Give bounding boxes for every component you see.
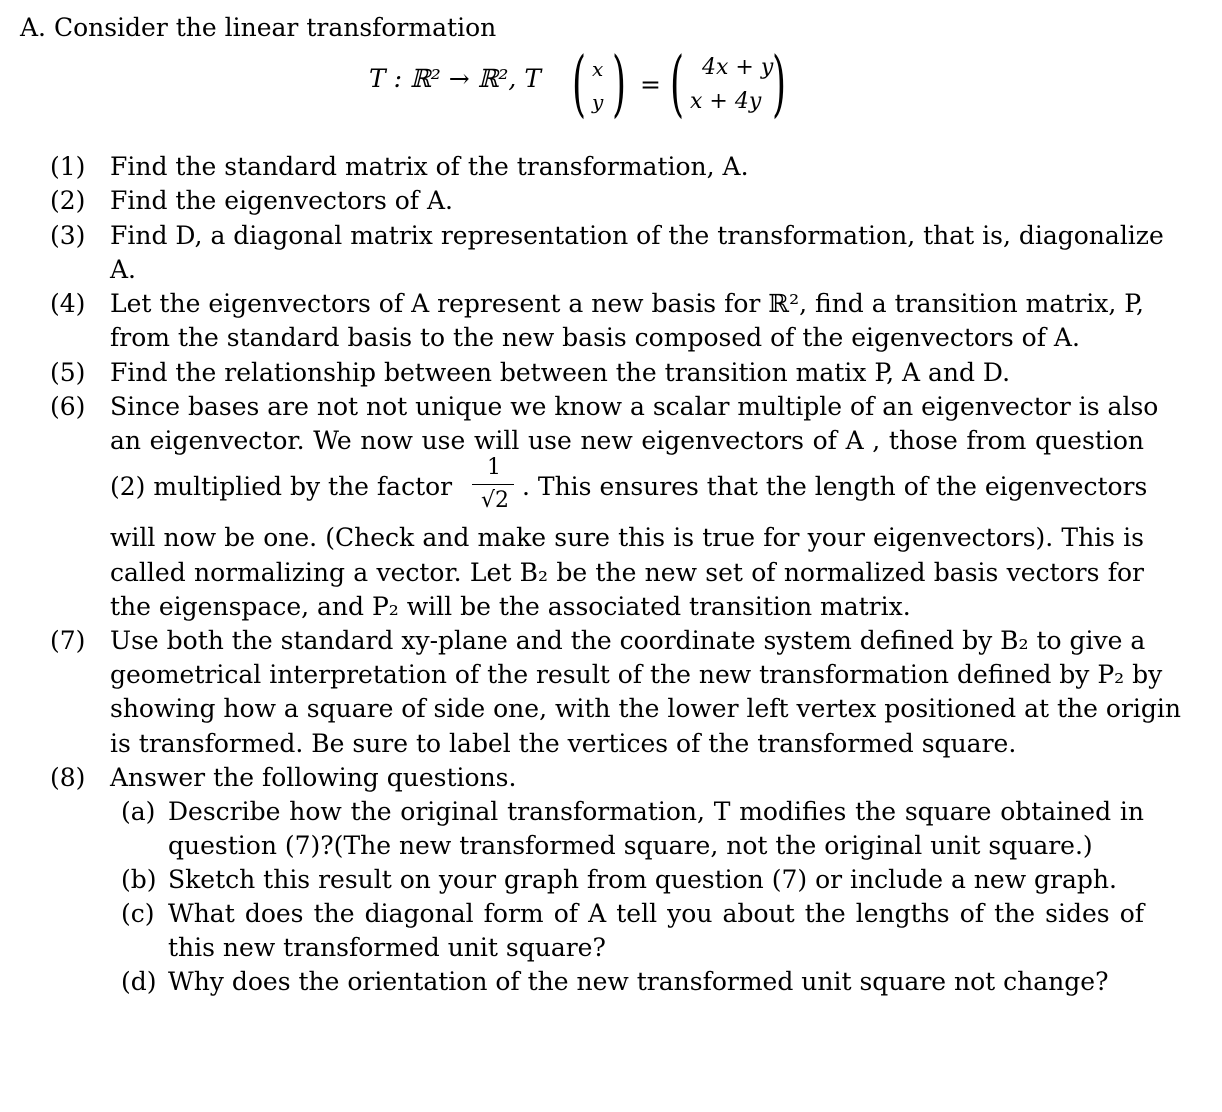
equals-sign: = xyxy=(640,70,661,99)
input-right-paren: ) xyxy=(612,41,627,125)
subitem-a-line-1: Describe how the original transformation, T modifies the square obtained in xyxy=(168,797,1144,826)
item-6-line-6: the eigenspace, and P₂ will be the associated transition matrix. xyxy=(110,592,911,621)
item-6-line-4: will now be one. (Check and make sure this is true for your eigenvectors). This is xyxy=(110,523,1144,552)
input-left-paren: ( xyxy=(572,41,587,125)
item-4-line-2: from the standard basis to the new basis composed of the eigenvectors of A. xyxy=(110,323,1080,352)
subitem-d-line-1: Why does the orientation of the new transformed unit square not change? xyxy=(168,967,1109,996)
item-4-label: (4) xyxy=(50,289,86,318)
subitem-d-label: (d) xyxy=(121,967,157,996)
output-bottom: x + 4y xyxy=(690,89,762,114)
item-3-line-2: A. xyxy=(110,255,137,284)
item-2-label: (2) xyxy=(50,186,86,215)
subitem-a-label: (a) xyxy=(121,797,156,826)
fraction-numerator: 1 xyxy=(487,455,501,480)
item-6-label: (6) xyxy=(50,392,86,421)
subitem-b-label: (b) xyxy=(121,865,157,894)
item-1-label: (1) xyxy=(50,152,86,181)
input-bottom: y xyxy=(592,90,604,114)
item-4-line-1: Let the eigenvectors of A represent a new basis for ℝ², find a transition matrix, P, xyxy=(110,289,1144,318)
output-top: 4x + y xyxy=(702,55,774,80)
problem-heading: A. Consider the linear transformation xyxy=(20,13,497,42)
item-5-line-1: Find the relationship between between the transition matix P, A and D. xyxy=(110,358,1011,387)
subitem-b-line-1: Sketch this result on your graph from question (7) or include a new graph. xyxy=(168,865,1117,894)
output-right-paren: ) xyxy=(772,41,787,125)
item-7-label: (7) xyxy=(50,626,86,655)
item-2-line-1: Find the eigenvectors of A. xyxy=(110,186,453,215)
item-7-line-3: showing how a square of side one, with the lower left vertex positioned at the origin xyxy=(110,694,1181,723)
subitem-c-label: (c) xyxy=(121,899,155,928)
item-3-label: (3) xyxy=(50,221,86,250)
item-6-line-1: Since bases are not not unique we know a scalar multiple of an eigenvector is also xyxy=(110,392,1159,421)
item-8-line-1: Answer the following questions. xyxy=(110,763,517,792)
item-6-line-3-end: . This ensures that the length of the eigenvectors xyxy=(522,472,1148,501)
item-8-label: (8) xyxy=(50,763,86,792)
item-6-line-2: an eigenvector. We now use will use new eigenvectors of A , those from question xyxy=(110,426,1144,455)
subitem-c-line-1: What does the diagonal form of A tell you about the lengths of the sides of xyxy=(168,899,1144,928)
fraction-denominator: √2 xyxy=(480,488,509,513)
item-5-label: (5) xyxy=(50,358,86,387)
input-top: x xyxy=(592,57,604,81)
subitem-a-line-2: question (7)?(The new transformed square, not the original unit square.) xyxy=(168,831,1093,860)
item-6-line-5: called normalizing a vector. Let B₂ be the new set of normalized basis vectors for xyxy=(110,558,1144,587)
item-7-line-2: geometrical interpretation of the result of the new transformation defined by P₂ by xyxy=(110,660,1163,689)
subitem-c-line-2: this new transformed unit square? xyxy=(168,933,606,962)
transformation-map: T : ℝ² → ℝ², T xyxy=(369,64,541,93)
item-3-line-1: Find D, a diagonal matrix representation of the transformation, that is, diagonalize xyxy=(110,221,1164,250)
item-1-line-1: Find the standard matrix of the transformation, A. xyxy=(110,152,749,181)
item-7-line-4: is transformed. Be sure to label the vertices of the transformed square. xyxy=(110,729,1017,758)
output-left-paren: ( xyxy=(670,41,685,125)
item-7-line-1: Use both the standard xy-plane and the coordinate system defined by B₂ to give a xyxy=(110,626,1146,655)
item-6-line-3-start: (2) multiplied by the factor xyxy=(110,472,453,501)
fraction-bar xyxy=(472,484,514,485)
